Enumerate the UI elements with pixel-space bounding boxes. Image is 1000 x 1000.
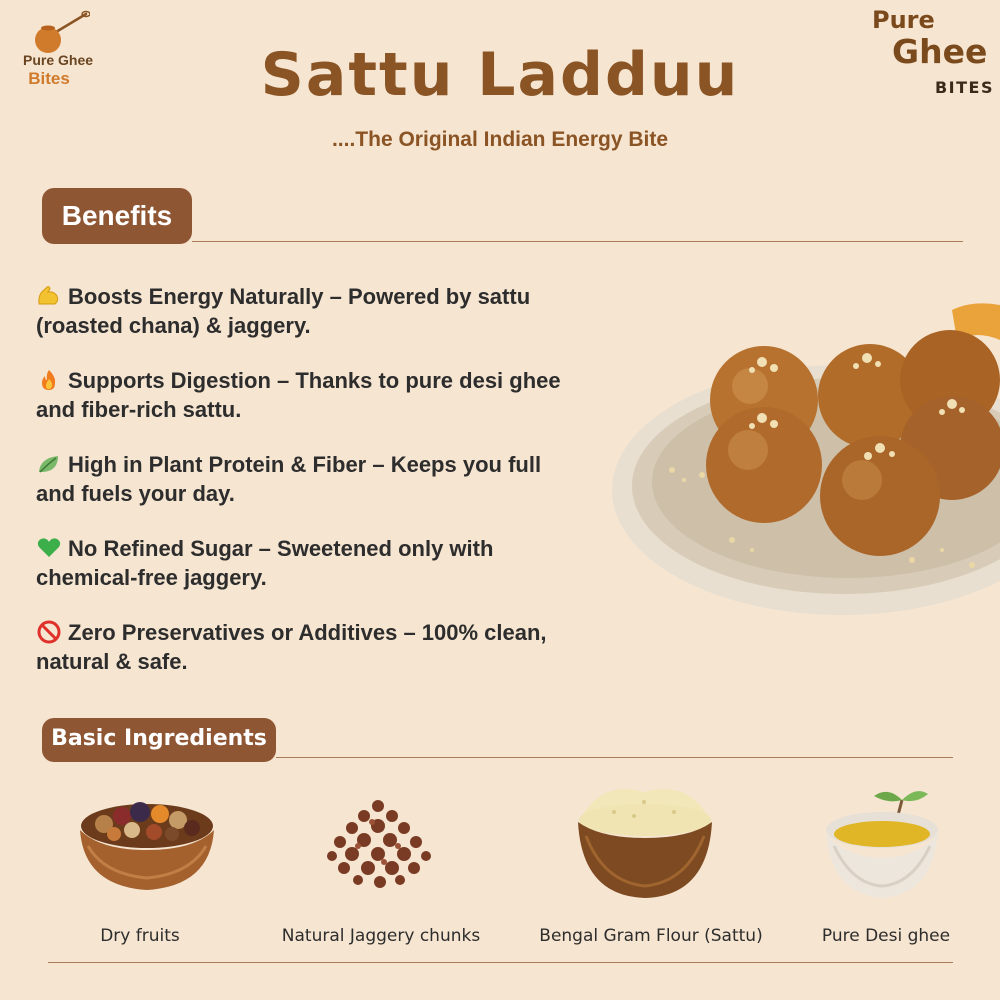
page-title: Sattu Ladduu	[260, 40, 740, 110]
benefit-text: chemical-free jaggery.	[36, 565, 267, 590]
bottom-divider	[48, 962, 953, 963]
prohibited-icon	[36, 620, 62, 644]
ingredient-label-dry-fruits: Dry fruits	[100, 926, 180, 946]
benefit-item-digestion	[36, 366, 646, 424]
brand-name-line1: Pure Ghee	[22, 52, 94, 68]
benefit-text: Supports Digestion – Thanks to pure desi ghee	[68, 368, 561, 393]
dry-fruits-bowl-icon	[74, 786, 220, 896]
brand-right-line2: Ghee	[892, 32, 988, 71]
ingredient-label-ghee: Pure Desi ghee	[821, 926, 951, 946]
brand-right-line1: Pure	[872, 6, 935, 34]
ghee-bowl-icon	[822, 786, 944, 904]
ingredient-label-gram-flour: Bengal Gram Flour (Sattu)	[539, 926, 763, 946]
benefit-text: No Refined Sugar – Sweetened only with	[68, 536, 494, 561]
brand-name-line2: Bites	[28, 69, 70, 88]
leaf-icon	[36, 452, 62, 476]
benefit-text: natural & safe.	[36, 649, 188, 674]
benefit-text: Boosts Energy Naturally – Powered by sattu	[68, 284, 531, 309]
benefit-text: and fuels your day.	[36, 481, 235, 506]
page-subtitle: ....The Original Indian Energy Bite	[331, 128, 669, 151]
green-heart-icon	[36, 536, 62, 560]
ingredients-divider	[276, 757, 953, 758]
laddoo-plate-image	[612, 300, 1000, 630]
ingredient-label-jaggery: Natural Jaggery chunks	[281, 926, 481, 946]
benefit-text: Zero Preservatives or Additives – 100% clean,	[68, 620, 547, 645]
benefits-heading: Benefits	[42, 188, 192, 244]
gram-flour-bowl-icon	[574, 786, 716, 904]
jaggery-pile-icon	[318, 786, 440, 898]
benefit-item-no-preservatives	[36, 618, 646, 676]
brand-right-line3: BITES	[934, 78, 994, 97]
benefit-item-protein	[36, 450, 646, 508]
flexed-bicep-icon	[36, 284, 62, 308]
ingredients-heading: Basic Ingredients	[42, 718, 276, 762]
benefit-item-no-sugar	[36, 534, 646, 592]
benefit-text: and fiber-rich sattu.	[36, 397, 242, 422]
benefit-text: (roasted chana) & jaggery.	[36, 313, 311, 338]
benefits-divider	[192, 241, 963, 242]
benefit-text: High in Plant Protein & Fiber – Keeps you full	[68, 452, 542, 477]
fire-icon	[36, 368, 62, 392]
benefit-item-energy	[36, 282, 646, 340]
